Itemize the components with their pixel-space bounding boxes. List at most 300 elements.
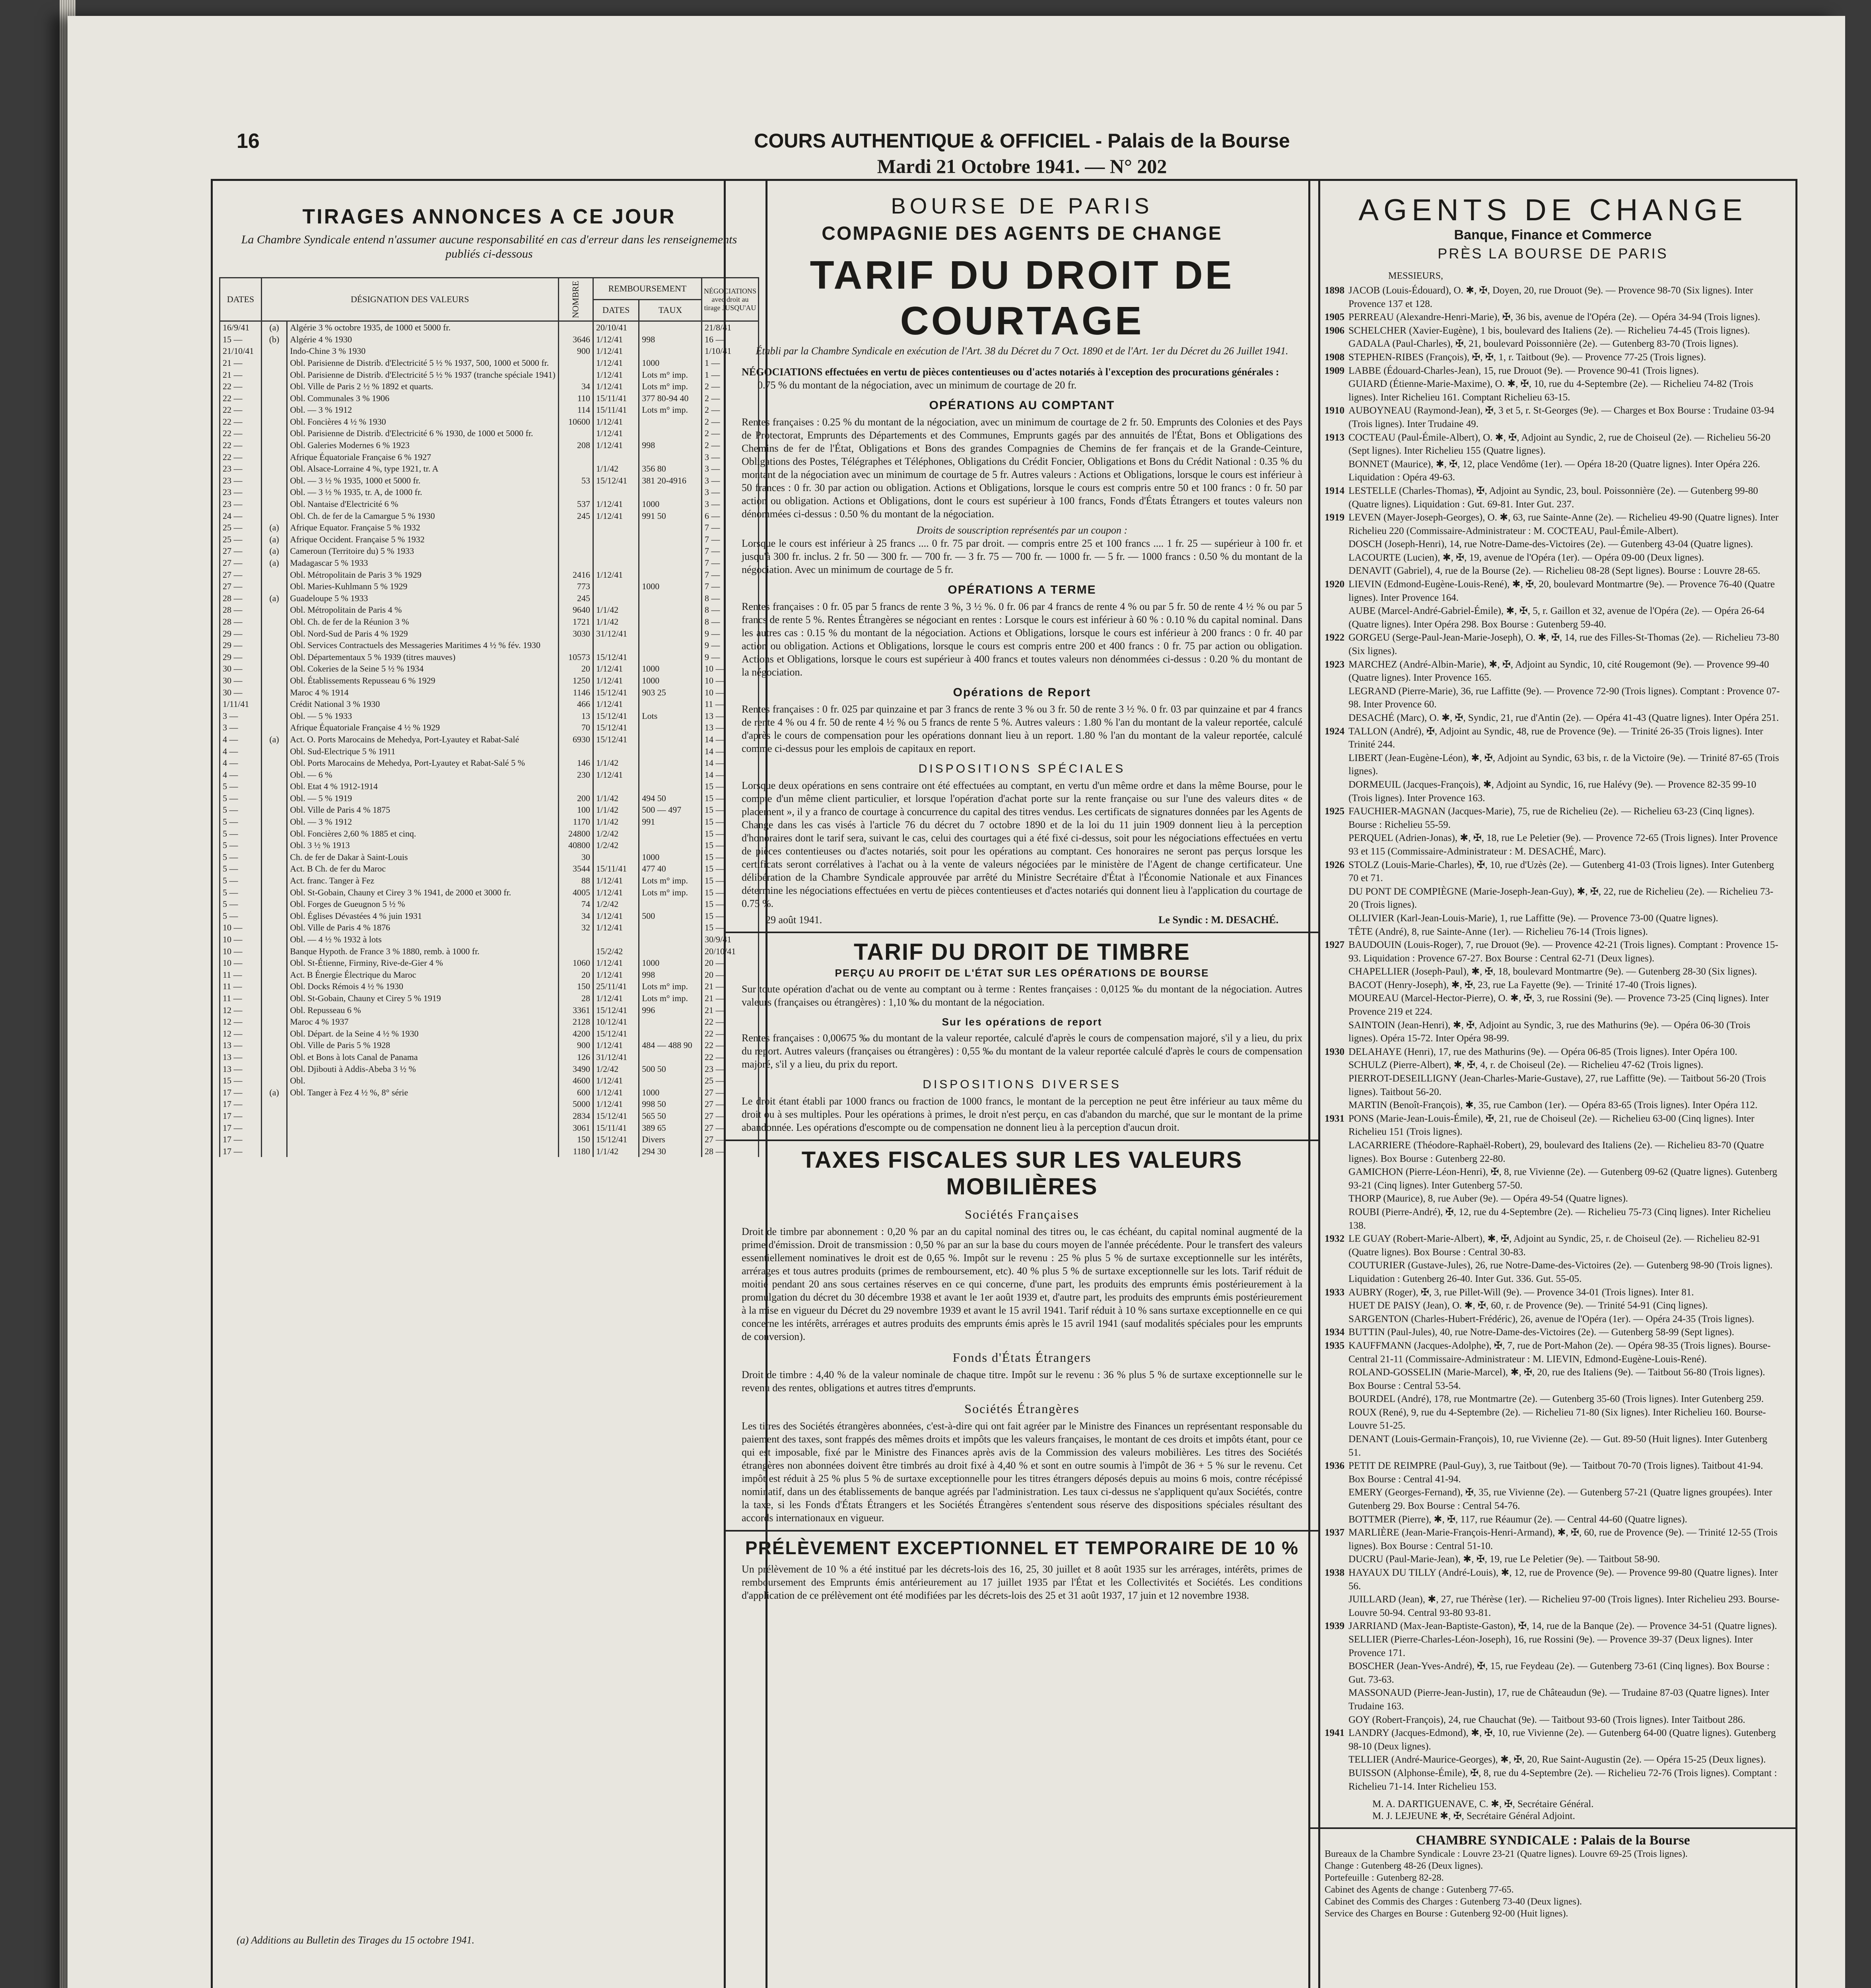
row-remb-date: 1/2/42 [593, 839, 639, 851]
chambre-line: Cabinet des Commis des Charges : Gutenberg 73-40 (Deux lignes). [1325, 1897, 1582, 1907]
row-remb-date: 1/2/42 [593, 828, 639, 840]
agent-details: CHAPELLIER (Joseph-Paul), ✱, ✠, 18, boulevard Montmartre (9e). — Gutenberg 28-30 (Six lignes). [1348, 966, 1757, 977]
row-date: 22 — [220, 451, 262, 463]
row-remb-date: 1/12/41 [593, 1075, 639, 1087]
agent-details: ROUBI (Pierre-André), ✠, 12, rue du 4-Septembre (2e). — Richelieu 75-73 (Cinq lignes). Inter Richelieu 138. [1348, 1206, 1771, 1231]
row-negociation: 27 — [701, 1122, 758, 1134]
agent-details: DUCRU (Paul-Marie-Jean), ✱, ✠, 19, rue Le Peletier (9e). — Taitbout 58-90. [1348, 1554, 1660, 1565]
table-row [220, 639, 759, 651]
row-designation: Obl. Cokeries de la Seine 5 ½ % 1934 [287, 663, 558, 675]
agent-details: SCHULZ (Pierre-Albert), ✱, ✠, 4, r. de Choiseul (2e). — Richelieu 47-62 (Trois lignes). [1348, 1060, 1704, 1071]
agent-entry [1325, 1099, 1781, 1112]
row-negociation: 15 — [701, 828, 758, 840]
agent-details: MARTIN (Benoît-François), ✱, 35, rue Cambon (1er). — Opéra 83-65 (Trois lignes). Inter Opéra 112. [1348, 1100, 1758, 1111]
agent-entry [1325, 1286, 1781, 1299]
row-date: 5 — [220, 851, 262, 863]
row-designation: Obl. Forges de Gueugnon 5 ½ % [287, 898, 558, 910]
agent-year [1325, 965, 1348, 978]
masthead-title: COURS AUTHENTIQUE & OFFICIEL - Palais de la Bourse [754, 130, 1290, 152]
row-nombre: 4005 [558, 887, 593, 899]
row-negociation: 27 — [701, 1098, 758, 1110]
row-note [261, 1134, 287, 1145]
chambre-title: CHAMBRE SYNDICALE : Palais de la Bourse [1416, 1833, 1690, 1848]
agent-details: LACOURTE (Lucien), ✱, ✠, 19, avenue de l'Opéra (1er). — Opéra 09-00 (Deux lignes). [1348, 552, 1704, 563]
agent-details: PERREAU (Alexandre-Henri-Marie), ✠, 36 bis, avenue de l'Opéra (2e). — Opéra 34-94 (Trois lignes). [1348, 312, 1760, 323]
row-remb-date: 1/1/42 [593, 604, 639, 616]
agent-entry [1325, 284, 1781, 311]
agent-year: 1914 [1325, 485, 1344, 496]
agent-details: MASSONAUD (Pierre-Jean-Justin), 17, rue de Châteaudun (9e). — Trudaine 87-03 (Quatre lignes). Inter Trudaine 163. [1348, 1687, 1770, 1712]
row-taux [639, 922, 702, 934]
agent-details: THORP (Maurice), 8, rue Auber (9e). — Opéra 49-54 (Quatre lignes). [1348, 1193, 1628, 1204]
agent-year [1325, 1019, 1348, 1045]
table-row [220, 957, 759, 969]
row-date: 16/9/41 [220, 321, 262, 334]
row-designation: Obl. Djibouti à Addis-Abeba 3 ½ % [287, 1063, 558, 1075]
row-date: 12 — [220, 1016, 262, 1028]
row-taux: 377 80-94 40 [639, 392, 702, 404]
agent-year [1325, 1312, 1348, 1326]
row-negociation: 22 — [701, 1016, 758, 1028]
row-designation: Afrique Équatoriale Française 4 ½ % 1929 [287, 722, 558, 734]
agent-entry [1325, 1259, 1781, 1285]
row-note [261, 769, 287, 781]
table-row [220, 722, 759, 734]
dispositions-date: 29 août 1941. [765, 914, 822, 926]
row-remb-date: 1/12/41 [593, 887, 639, 899]
agent-entry [1325, 578, 1781, 604]
agent-details: OLLIVIER (Karl-Jean-Louis-Marie), 1, rue Laffitte (9e). — Provence 73-00 (Quatre lignes). [1348, 912, 1718, 924]
table-row [220, 369, 759, 381]
row-remb-date: 15/11/41 [593, 392, 639, 404]
timbre-subtitle: PERÇU AU PROFIT DE L'ÉTAT SUR LES OPÉRATIONS DE BOURSE [835, 967, 1209, 979]
agent-entry [1325, 1339, 1781, 1366]
row-note [261, 381, 287, 392]
row-remb-date: 15/12/41 [593, 651, 639, 663]
row-negociation: 30/9/41 [701, 934, 758, 945]
row-negociation: 2 — [701, 439, 758, 451]
table-row [220, 486, 759, 498]
table-row [220, 475, 759, 487]
row-taux: 1000 [639, 1087, 702, 1099]
row-designation: Obl. Ville de Paris 4 % 1875 [287, 804, 558, 816]
table-row [220, 463, 759, 475]
row-designation: Obl. St-Gobain, Chauny et Cirey 3 % 1941, de 2000 et 3000 fr. [287, 887, 558, 899]
row-negociation: 7 — [701, 545, 758, 557]
droits-text: Lorsque le cours est inférieur à 25 francs .... 0 fr. 75 par droit. — compris entre 25 et 100 francs .... 1 fr. 25 — supérieur à 100 fr. et jusqu'à 300 fr. inclus. 2 fr. 50 — 300 fr. — 700 fr. — 3 fr. 75 — 700 fr. — 1000 fr. — 5 fr. — 1000 francs : 0.50 % du montant de la négociation. Avec un minimum de courtage de 5 fr. [742, 538, 1302, 575]
row-nombre: 900 [558, 345, 593, 357]
row-note [261, 651, 287, 663]
divers-text: Le droit étant établi par 1000 francs ou fraction de 1000 francs, le montant de la perception ne peut être inférieur au taux même du droit ou à ses multiples. Pour les opérations à primes, le droit n'est perçu, en cas d'abandon du marché, que sur le montant de la prime abandonnée. Les opérations d'escompte ou de compensation ne donnent lieu à la perception d'aucun droit. [742, 1095, 1302, 1133]
row-date: 22 — [220, 439, 262, 451]
row-note [261, 675, 287, 687]
row-negociation: 1 — [701, 369, 758, 381]
row-date: 22 — [220, 381, 262, 392]
agent-year [1325, 538, 1348, 551]
agent-details: FAUCHIER-MAGNAN (Jacques-Marie), 75, rue de Richelieu (2e). — Richelieu 63-23 (Cinq lignes). Bourse : Richelieu 55-59. [1348, 806, 1754, 830]
row-remb-date: 15/12/41 [593, 734, 639, 746]
table-row [220, 451, 759, 463]
row-taux: 998 [639, 439, 702, 451]
row-nombre: 900 [558, 1039, 593, 1051]
row-negociation: 15 — [701, 792, 758, 804]
row-note [261, 746, 287, 757]
row-nombre [558, 369, 593, 381]
row-remb-date [593, 934, 639, 945]
row-note [261, 639, 287, 651]
agent-year: 1905 [1325, 312, 1344, 323]
row-negociation: 13 — [701, 722, 758, 734]
row-date: 13 — [220, 1051, 262, 1063]
row-note [261, 722, 287, 734]
agent-details: DENAVIT (Gabriel), 4, rue de la Bourse (2e). — Richelieu 08-28 (Sept lignes). Bourse : Louvre 28-65. [1348, 565, 1760, 577]
row-remb-date: 15/11/41 [593, 863, 639, 875]
row-date: 22 — [220, 404, 262, 416]
row-taux: 998 [639, 969, 702, 981]
row-designation: Afrique Occident. Française 5 % 1932 [287, 534, 558, 546]
agent-details: LACARRIERE (Théodore-Raphaël-Robert), 29, boulevard des Italiens (2e). — Richelieu 83-70 (Quatre lignes). Box Bourse : Gutenberg 22-80. [1348, 1140, 1764, 1164]
row-remb-date: 1/1/42 [593, 804, 639, 816]
row-note [261, 416, 287, 428]
row-designation: Obl. Sud-Electrique 5 % 1911 [287, 746, 558, 757]
row-taux: 1000 [639, 663, 702, 675]
agent-details: LANDRY (Jacques-Edmond), ✱, ✠, 10, rue Vivienne (2e). — Gutenberg 64-00 (Quatre lignes). Gutenberg 98-10 (Deux lignes). [1348, 1728, 1776, 1752]
row-date: 3 — [220, 722, 262, 734]
row-taux [639, 734, 702, 746]
row-nombre: 2128 [558, 1016, 593, 1028]
row-negociation: 20 — [701, 969, 758, 981]
row-note [261, 1039, 287, 1051]
row-nombre: 4200 [558, 1028, 593, 1040]
taxes-title: TAXES FISCALES SUR LES VALEURS MOBILIÈRES [801, 1147, 1243, 1200]
row-remb-date: 1/12/41 [593, 369, 639, 381]
row-taux: Lots m° imp. [639, 980, 702, 992]
agent-entry [1325, 938, 1781, 965]
droits-title: Droits de souscription représentés par un coupon : [916, 524, 1128, 536]
row-remb-date [593, 545, 639, 557]
row-note [261, 1016, 287, 1028]
row-note [261, 1098, 287, 1110]
row-designation [287, 1098, 558, 1110]
row-negociation: 23 — [701, 1063, 758, 1075]
timbre-report-title: Sur les opérations de report [942, 1016, 1102, 1028]
row-nombre: 3030 [558, 628, 593, 640]
agent-details: TELLIER (André-Maurice-Georges), ✱, ✠, 20, Rue Saint-Augustin (2e). — Opéra 15-25 (Deux lignes). [1348, 1754, 1766, 1765]
row-remb-date: 15/12/41 [593, 1134, 639, 1145]
row-date: 5 — [220, 910, 262, 922]
row-nombre: 466 [558, 698, 593, 710]
row-taux: Lots m° imp. [639, 875, 702, 887]
row-designation: Afrique Équatoriale Française 6 % 1927 [287, 451, 558, 463]
row-negociation: 14 — [701, 734, 758, 746]
agent-year [1325, 337, 1348, 351]
row-remb-date: 15/11/41 [593, 404, 639, 416]
row-note: (a) [261, 592, 287, 604]
table-row [220, 439, 759, 451]
societes-francaises-title: Sociétés Françaises [965, 1207, 1079, 1221]
row-note [261, 604, 287, 616]
row-nombre: 32 [558, 922, 593, 934]
row-note: (a) [261, 1087, 287, 1099]
row-negociation: 13 — [701, 710, 758, 722]
row-note [261, 792, 287, 804]
row-remb-date: 15/12/41 [593, 710, 639, 722]
row-remb-date: 15/11/41 [593, 1122, 639, 1134]
row-date: 17 — [220, 1145, 262, 1157]
table-row [220, 1051, 759, 1063]
row-negociation: 22 — [701, 1028, 758, 1040]
row-date: 17 — [220, 1098, 262, 1110]
tirages-table [219, 277, 759, 1157]
row-remb-date: 1/12/41 [593, 334, 639, 346]
table-row [220, 675, 759, 687]
agent-details: PERQUEL (Adrien-Jonas), ✱, ✠, 18, rue Le Peletier (9e). — Provence 72-65 (Trois lignes). Inter Provence 93 et 115 (Commissaire-Administrateur : M. DESACHÉ, Marc). [1348, 833, 1778, 857]
row-date: 4 — [220, 769, 262, 781]
agent-entry [1325, 978, 1781, 992]
syndic-signature: Le Syndic : M. DESACHÉ. [1158, 914, 1278, 926]
agent-year [1325, 1165, 1348, 1192]
agent-entry [1325, 484, 1781, 511]
agent-details: DORMEUIL (Jacques-François), ✱, Adjoint au Syndic, 16, rue Halévy (9e). — Provence 82-35 99-10 (Trois lignes). Inter Provence 163. [1348, 779, 1756, 804]
row-date: 28 — [220, 604, 262, 616]
col-dates: DATES [220, 278, 262, 321]
row-nombre: 3061 [558, 1122, 593, 1134]
agent-year [1325, 1072, 1348, 1099]
agent-entry [1325, 1767, 1781, 1793]
row-nombre: 3361 [558, 1004, 593, 1016]
row-negociation: 15 — [701, 887, 758, 899]
table-row [220, 1016, 759, 1028]
row-negociation: 10 — [701, 687, 758, 699]
agent-entry [1325, 778, 1781, 805]
divider [1310, 1827, 1795, 1829]
row-remb-date: 1/12/41 [593, 992, 639, 1004]
agent-year [1325, 1633, 1348, 1660]
row-designation [287, 1110, 558, 1122]
row-nombre: 5000 [558, 1098, 593, 1110]
row-date: 21/10/41 [220, 345, 262, 357]
row-taux: 991 50 [639, 510, 702, 522]
row-date: 11 — [220, 980, 262, 992]
row-remb-date [593, 639, 639, 651]
agent-details: GAMICHON (Pierre-Léon-Henri), ✠, 8, rue Vivienne (2e). — Gutenberg 09-62 (Quatre lignes). Gutenberg 93-21 (Cinq lignes). Inter Gutenberg 57-50. [1348, 1167, 1778, 1191]
agent-entry [1325, 1299, 1781, 1312]
table-row [220, 898, 759, 910]
agent-entry [1325, 1660, 1781, 1686]
agent-details: LESTELLE (Charles-Thomas), ✠, Adjoint au Syndic, 23, boul. Poissonnière (2e). — Gutenberg 99-80 (Quatre lignes). Liquidation : Gut. 69-81. Inter Gut. 237. [1348, 485, 1758, 510]
agent-year [1325, 685, 1348, 711]
fonds-etrangers-text: Droit de timbre : 4,40 % de la valeur nominale de chaque titre. Impôt sur le revenu : 36 % plus 5 % de surtaxe exceptionnelle sur le revenu des rentes, obligations et autres titres d'emprunts. [742, 1369, 1302, 1394]
agent-year: 1930 [1325, 1046, 1344, 1057]
row-remb-date [593, 580, 639, 592]
table-row [220, 1110, 759, 1122]
row-negociation: 15 — [701, 863, 758, 875]
row-taux: Lots m° imp. [639, 404, 702, 416]
agent-entry [1325, 1593, 1781, 1619]
agent-details: SCHELCHER (Xavier-Eugène), 1 bis, boulevard des Italiens (2e). — Richelieu 74-45 (Trois lignes). [1348, 325, 1750, 336]
row-negociation: 27 — [701, 1110, 758, 1122]
row-date: 23 — [220, 486, 262, 498]
row-remb-date: 20/10/41 [593, 321, 639, 334]
row-designation: Banque Hypoth. de France 3 % 1880, remb. à 1000 fr. [287, 945, 558, 957]
row-nombre: 2416 [558, 569, 593, 581]
agent-year [1325, 1686, 1348, 1713]
row-taux [639, 545, 702, 557]
agent-details: ROLAND-GOSSELIN (Marie-Marcel), ✱, ✠, 20, rue des Italiens (9e). — Taitbout 56-80 (Trois lignes). Box Bourse : Central 53-54. [1348, 1367, 1765, 1391]
secretaire-general: M. A. DARTIGUENAVE, C. ✱, ✠, Secrétaire Général. [1372, 1799, 1594, 1810]
row-designation: Obl. — 3 % 1912 [287, 816, 558, 828]
chambre-line: Service des Charges en Bourse : Gutenberg 92-00 (Huit lignes). [1325, 1908, 1568, 1919]
agents-list [1325, 284, 1781, 1793]
row-date: 10 — [220, 934, 262, 945]
row-designation: Obl. Parisienne de Distrib. d'Electricité 5 ½ % 1937, 500, 1000 et 5000 fr. [287, 357, 558, 369]
negociations-intro: NÉGOCIATIONS effectuées en vertu de pièces contentieuses ou d'actes notariés à l'exception des procurations générales : [742, 366, 1279, 378]
agent-year: 1933 [1325, 1287, 1344, 1298]
agent-year: 1926 [1325, 859, 1344, 870]
agents-title: AGENTS DE CHANGE [1358, 193, 1747, 227]
row-designation: Crédit National 3 % 1930 [287, 698, 558, 710]
agent-details: DESACHÉ (Marc), O. ✱, ✠, Syndic, 21, rue d'Antin (2e). — Opéra 41-43 (Quatre lignes). Inter Opéra 251. [1348, 712, 1779, 723]
row-negociation: 2 — [701, 416, 758, 428]
row-designation [287, 1134, 558, 1145]
row-note [261, 616, 287, 628]
table-row [220, 592, 759, 604]
row-negociation: 15 — [701, 839, 758, 851]
table-row [220, 569, 759, 581]
row-date: 22 — [220, 392, 262, 404]
agent-entry [1325, 725, 1781, 751]
row-nombre [558, 522, 593, 534]
row-negociation: 9 — [701, 628, 758, 640]
agent-entry [1325, 1326, 1781, 1339]
row-taux: 998 50 [639, 1098, 702, 1110]
row-nombre [558, 451, 593, 463]
agent-year [1325, 1139, 1348, 1165]
row-date: 4 — [220, 746, 262, 757]
table-row [220, 534, 759, 546]
row-taux [639, 698, 702, 710]
row-taux [639, 757, 702, 769]
row-remb-date: 25/11/41 [593, 980, 639, 992]
row-taux [639, 898, 702, 910]
row-nombre [558, 357, 593, 369]
agent-details: BOTTMER (Pierre), ✱, ✠, 117, rue Réaumur (2e). — Central 44-60 (Quatre lignes). [1348, 1514, 1687, 1525]
table-row [220, 334, 759, 346]
row-designation: Guadeloupe 5 % 1933 [287, 592, 558, 604]
agent-entry [1325, 1312, 1781, 1326]
row-note [261, 427, 287, 439]
table-row [220, 321, 759, 334]
agent-year [1325, 1259, 1348, 1285]
row-nombre: 773 [558, 580, 593, 592]
row-negociation: 27 — [701, 1134, 758, 1145]
societes-etrangeres-text: Les titres des Sociétés étrangères abonnées, c'est-à-dire qui ont fait agréer par le Ministre des Finances un représentant responsable du paiement des taxes, sont frappés des mêmes droits et impôts que les valeurs françaises, le montant de ces droits et impôts étant, pour ce qui est imposable, fixé par le Ministre des Finances après avis de la Commission des valeurs mobilières. Les titres des Sociétés étrangères non abonnées doivent être timbrés au droit fixé à 4,40 % et sont en outre soumis à l'impôt de 36 + 5 % sur le revenu. Cet impôt est réduit à 25 % plus 5 % de surtaxe exceptionnelle pour les titres étrangers déposés depuis au moins 6 mois, contre récépissé nominatif, dans un des établissements de banque agréés par l'administration. Les taux ci-dessus ne s'appliquent qu'aux Sociétés, contre la taxe, si les Fonds d'États Étrangers et les Sociétés Étrangères s'entendent sous réserve des dispositions spéciales résultant des accords internationaux en vigueur. [742, 1420, 1302, 1524]
row-date: 21 — [220, 369, 262, 381]
col-designation: DÉSIGNATION DES VALEURS [261, 278, 558, 321]
row-designation: Algérie 4 % 1930 [287, 334, 558, 346]
row-date: 27 — [220, 557, 262, 569]
agent-year [1325, 885, 1348, 912]
agent-year [1325, 1660, 1348, 1686]
row-nombre: 150 [558, 1134, 593, 1145]
agent-entry [1325, 1045, 1781, 1059]
table-row [220, 1122, 759, 1134]
agent-year: 1934 [1325, 1327, 1344, 1338]
row-nombre: 40800 [558, 839, 593, 851]
agent-entry [1325, 1633, 1781, 1660]
row-note [261, 1075, 287, 1087]
row-date: 5 — [220, 875, 262, 887]
row-remb-date [593, 746, 639, 757]
row-negociation: 8 — [701, 604, 758, 616]
agent-details: TÊTE (André), 8, rue Sainte-Anne (1er). — Richelieu 76-14 (Trois lignes). [1348, 926, 1648, 937]
row-note [261, 898, 287, 910]
row-nombre: 53 [558, 475, 593, 487]
divider [726, 1140, 1318, 1141]
row-date: 5 — [220, 863, 262, 875]
newspaper-page [68, 16, 1845, 1988]
agent-details: LABBE (Édouard-Charles-Jean), 15, rue Drouot (9e). — Provence 90-41 (Trois lignes). [1348, 365, 1699, 376]
table-row [220, 816, 759, 828]
row-note [261, 1004, 287, 1016]
row-note [261, 451, 287, 463]
row-nombre: 3544 [558, 863, 593, 875]
table-row [220, 345, 759, 357]
table-row [220, 1145, 759, 1157]
row-date: 17 — [220, 1087, 262, 1099]
timbre-report-text: Rentes françaises : 0,00675 ‰ du montant de la valeur reportée, calculé d'après le cours de compensation majoré, s'il y a lieu, du prix du report. Autres valeurs (françaises ou étrangères) : 0,55 ‰ du montant de la valeur reportée calculé d'après le cours de compensation majoré, s'il y a lieu, du prix du report. [742, 1032, 1302, 1070]
row-nombre [558, 945, 593, 957]
agent-year [1325, 1767, 1348, 1793]
row-date: 22 — [220, 416, 262, 428]
row-nombre: 34 [558, 910, 593, 922]
agent-details: GOY (Robert-François), 24, rue Chauchat (9e). — Taitbout 93-60 (Trois lignes). Inter Taitbout 286. [1348, 1714, 1745, 1725]
agent-details: STEPHEN-RIBES (François), ✠, ✠, 1, r. Taitbout (9e). — Provence 77-25 (Trois lignes). [1348, 351, 1706, 363]
row-note [261, 345, 287, 357]
row-negociation: 8 — [701, 592, 758, 604]
row-note [261, 887, 287, 899]
row-designation: Obl. Docks Rémois 4 ½ % 1930 [287, 980, 558, 992]
row-negociation: 16 — [701, 334, 758, 346]
row-designation: Obl. [287, 1075, 558, 1087]
agent-entry [1325, 1112, 1781, 1139]
row-note [261, 580, 287, 592]
row-designation: Obl. St-Étienne, Firminy, Rive-de-Gier 4 % [287, 957, 558, 969]
row-negociation: 2 — [701, 392, 758, 404]
agent-entry [1325, 685, 1781, 711]
table-row [220, 663, 759, 675]
agent-year: 1937 [1325, 1527, 1344, 1538]
row-negociation: 22 — [701, 1039, 758, 1051]
row-nombre: 30 [558, 851, 593, 863]
tirages-body [220, 321, 759, 1157]
row-note [261, 1110, 287, 1122]
agent-entry [1325, 1165, 1781, 1192]
row-taux [639, 722, 702, 734]
row-designation: Obl. Églises Dévastées 4 % juin 1931 [287, 910, 558, 922]
row-remb-date: 1/12/41 [593, 439, 639, 451]
masthead-date: Mardi 21 Octobre 1941. — N° 202 [877, 155, 1167, 177]
tirages-frame [211, 179, 767, 1988]
agent-year: 1913 [1325, 432, 1344, 443]
table-row [220, 910, 759, 922]
row-nombre: 1170 [558, 816, 593, 828]
agent-entry [1325, 885, 1781, 912]
row-date: 21 — [220, 357, 262, 369]
row-note [261, 1028, 287, 1040]
row-taux [639, 1075, 702, 1087]
row-taux [639, 522, 702, 534]
